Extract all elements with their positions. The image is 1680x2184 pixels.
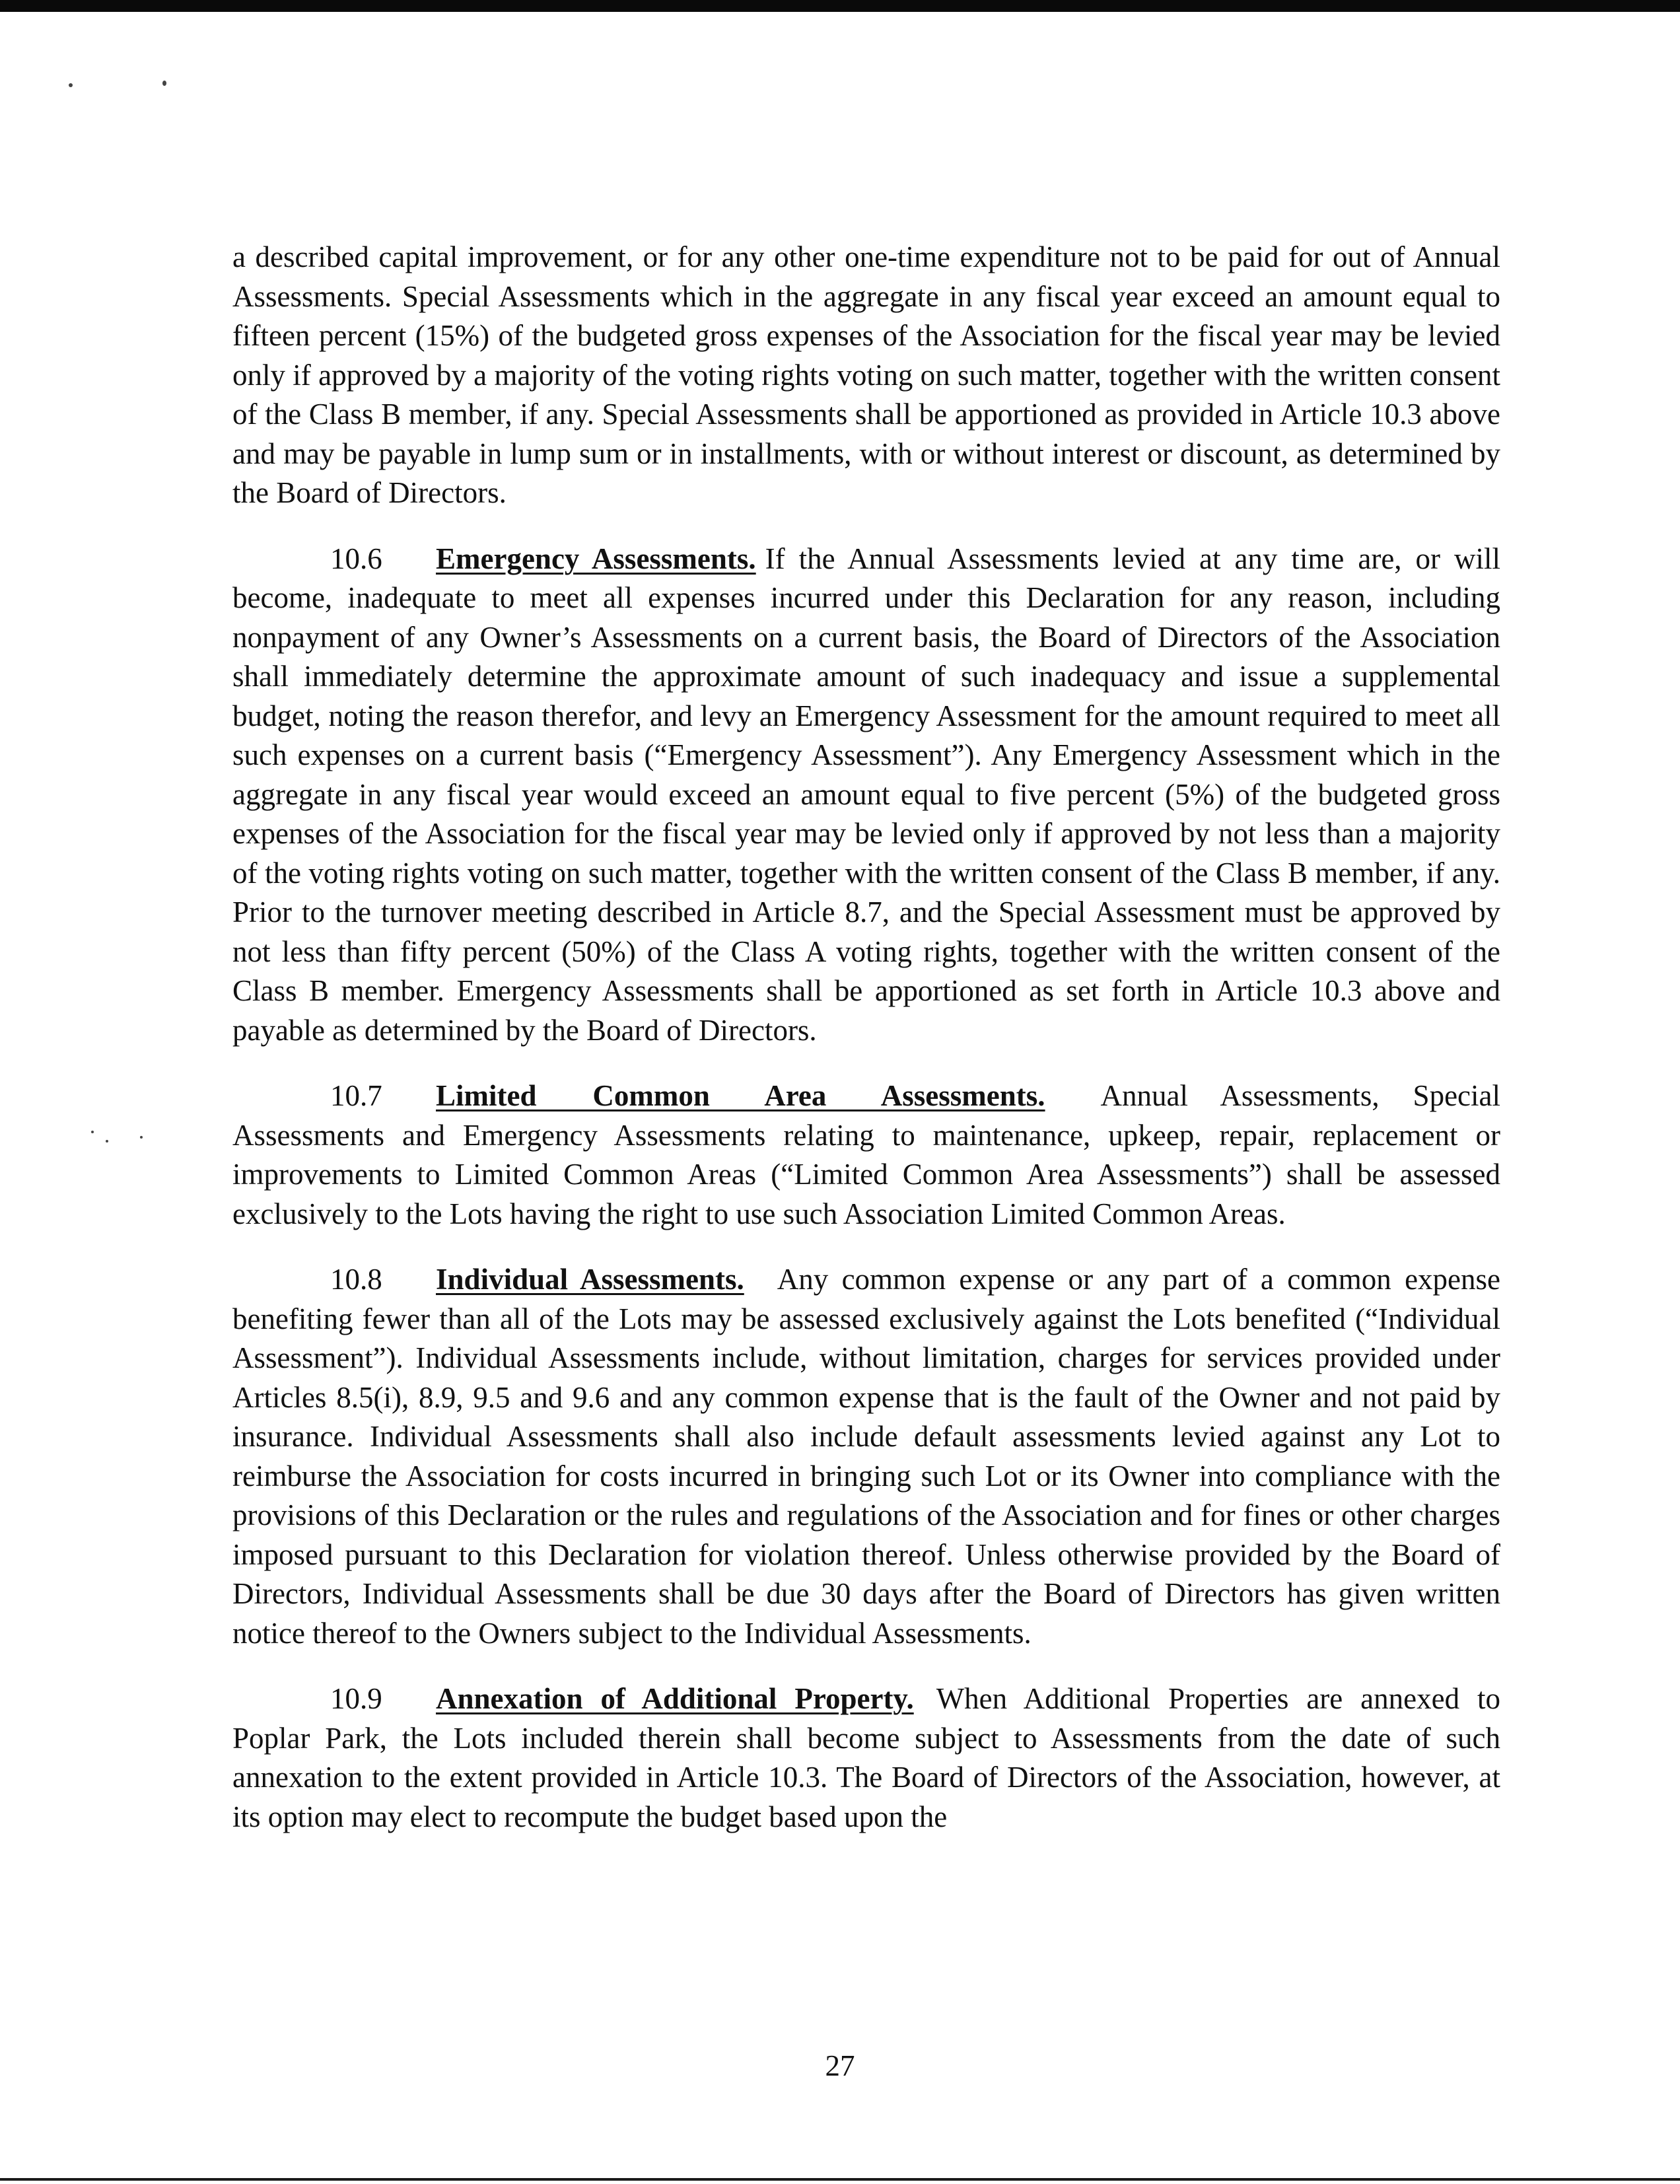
section-text: When Additional Properties are annexed to Poplar Park, the Lots included therein shall become subject to Assessments from the date of such annexation to the extent provided in Article 10.3. The Board of Directors of the Association, however, at its option may elect to recompute the budget based upon the [232,1682,1500,1833]
section-text: If the Annual Assessments levied at any time are, or will become, inadequate to meet all expenses incurred under this Declaration for any reason, including nonpayment of any Owner’s Assessments on a current basis, the Board of Directors of the Association shall immediately determine the approximate amount of such inadequacy and issue a supplemental budget, noting the reason therefor, and levy an Emergency Assessment for the amount required to meet all such expenses on a current basis (“Emergency Assessment”). Any Emergency Assessment which in the aggregate in any fiscal year would exceed an amount equal to five percent (5%) of the budgeted gross expenses of the Association for the fiscal year may be levied only if approved by not less than a majority of the voting rights voting on such matter, together with the written consent of the Class B member, if any. Prior to the turnover meeting described in Article 8.7, and the Special Assessment must be approved by not less than fifty percent (50%) of the Class A voting rights, together with the written consent of the Class B member. Emergency Assessments shall be apportioned as set forth in Article 10.3 above and payable as determined by the Board of Directors. [232,542,1500,1047]
section-number: 10.6 [330,542,382,575]
section-heading: Annexation of Additional Property. [436,1682,914,1715]
scan-bottom-border [0,2178,1680,2181]
section-text: Annual Assessments, Special Assessments and Emergency Assessments relating to maintenance, upkeep, repair, replacement or improvements to Limited Common Areas (“Limited Common Area Assessments”) shall be assessed exclusively to the Lots having the right to use such Association Limited Common Areas. [232,1079,1501,1230]
section-heading: Emergency Assessments. [436,542,756,575]
scan-speck [162,81,166,86]
section-heading: Individual Assessments. [436,1263,744,1296]
scan-top-border [0,0,1680,12]
section-text: Any common expense or any part of a common expense benefiting fewer than all of the Lots may be assessed exclusively against the Lots benefited (“Individual Assessment”). Individual Assessments include, without limitation, charges for services provided under Articles 8.5(i), 8.9, 9.5 and 9.6 and any common expense that is the fault of the Owner and not paid by insurance. Individual Assessments shall also include default assessments levied against any Lot to reimburse the Association for costs incurred in bringing such Lot or its Owner into compliance with the provisions of this Declaration or the rules and regulations of the Association and for fines or other charges imposed pursuant to this Declaration for violation thereof. Unless otherwise provided by the Board of Directors, Individual Assessments shall be due 30 days after the Board of Directors has given written notice thereof to the Owners subject to the Individual Assessments. [232,1263,1500,1650]
scan-speck [91,1131,94,1133]
scan-speck [106,1140,108,1143]
scan-speck [69,83,73,87]
section-10-7 [232,1076,1500,1234]
page-number: 27 [825,2049,855,2082]
section-10-9 [232,1679,1500,1837]
section-number: 10.8 [330,1263,382,1296]
section-10-8 [232,1260,1500,1653]
section-heading: Limited Common Area Assessments. [436,1079,1045,1112]
section-10-6 [232,540,1500,1051]
section-number: 10.7 [330,1079,382,1112]
scan-speck [140,1136,143,1139]
section-number: 10.9 [330,1682,382,1715]
document-body [232,238,1500,1837]
continuation-paragraph [232,238,1500,513]
paragraph-text: a described capital improvement, or for any other one-time expenditure not to be paid for out of Annual Assessments. Special Assessments which in the aggregate in any fiscal year exceed an amount equal to fifteen percent (15%) of the budgeted gross expenses of the Association for the fiscal year may be levied only if approved by a majority of the voting rights voting on such matter, together with the written consent of the Class B member, if any. Special Assessments shall be apportioned as provided in Article 10.3 above and may be payable in lump sum or in installments, with or without interest or discount, as determined by the Board of Directors. [232,240,1500,509]
